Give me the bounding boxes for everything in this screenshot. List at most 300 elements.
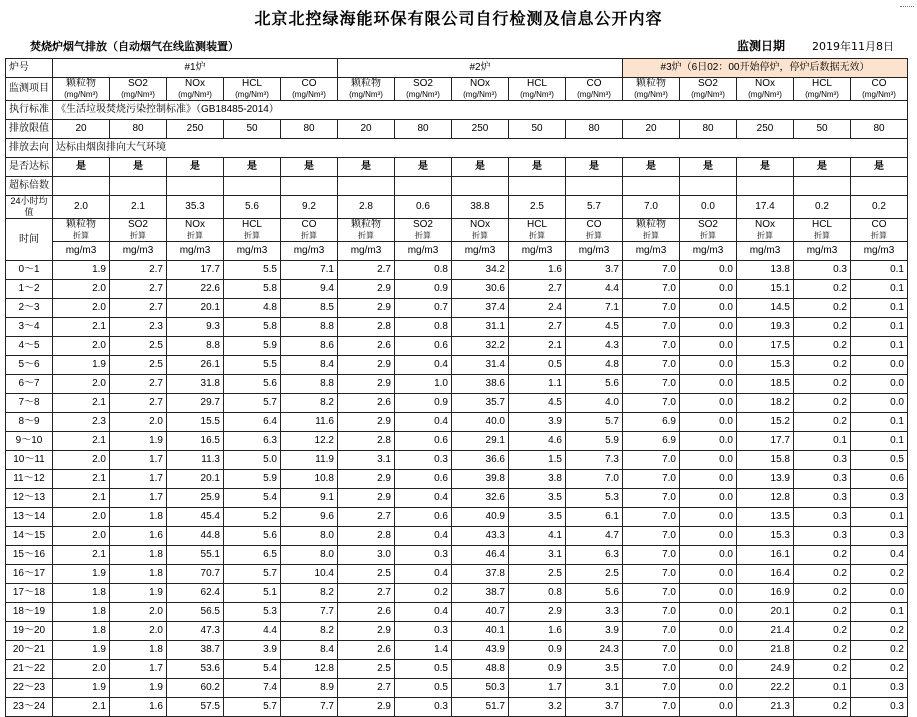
hourly-value: 0.3 — [851, 679, 908, 698]
hourly-value: 2.9 — [338, 470, 395, 489]
fold-label: 折算 — [187, 231, 203, 240]
exceed-label: 超标倍数 — [6, 177, 53, 196]
hourly-value: 38.6 — [452, 375, 509, 394]
fold-label: 折算 — [415, 231, 431, 240]
hourly-value: 0.2 — [794, 546, 851, 565]
hourly-value: 16.4 — [737, 565, 794, 584]
pollutant-name: SO2 — [412, 78, 433, 89]
avg24-value: 35.3 — [167, 196, 224, 219]
hourly-value: 0.3 — [794, 508, 851, 527]
hourly-value: 43.9 — [452, 641, 509, 660]
limit-value: 250 — [737, 120, 794, 139]
hourly-value: 18.2 — [737, 394, 794, 413]
hourly-value: 1.9 — [53, 565, 110, 584]
hourly-value: 0.8 — [509, 584, 566, 603]
hourly-value: 8.8 — [281, 318, 338, 337]
hourly-value: 2.5 — [566, 565, 623, 584]
limit-value: 250 — [167, 120, 224, 139]
hourly-value: 15.5 — [167, 413, 224, 432]
pollutant-name: CO — [301, 78, 317, 89]
fold-label: 折算 — [700, 231, 716, 240]
monitoring-items-label: 监测项目 — [6, 78, 53, 101]
hourly-value: 2.3 — [53, 413, 110, 432]
hourly-value: 9.3 — [167, 318, 224, 337]
hourly-value: 3.9 — [566, 622, 623, 641]
hourly-pollutant-name: CO — [586, 219, 602, 230]
hourly-value: 1.9 — [110, 679, 167, 698]
pollutant-unit: (mg/Nm³) — [805, 90, 839, 99]
hourly-value: 46.4 — [452, 546, 509, 565]
pollutant-unit: (mg/Nm³) — [463, 90, 497, 99]
table-row — [6, 698, 908, 717]
exceed-value — [452, 177, 509, 196]
hourly-value: 0.8 — [395, 318, 452, 337]
hourly-value: 6.4 — [224, 413, 281, 432]
hourly-value: 16.5 — [167, 432, 224, 451]
hourly-value: 11.3 — [167, 451, 224, 470]
furnace-2-header: #2炉 — [338, 59, 623, 78]
table-row — [6, 641, 908, 660]
hourly-value: 7.0 — [623, 299, 680, 318]
hourly-value: 17.5 — [737, 337, 794, 356]
hourly-value: 15.3 — [737, 356, 794, 375]
hourly-value: 3.7 — [566, 698, 623, 717]
hourly-value: 7.0 — [623, 318, 680, 337]
hourly-value: 0.1 — [851, 432, 908, 451]
monitoring-date-value: 2019年11月8日 — [812, 40, 894, 53]
avg24-value: 5.6 — [224, 196, 281, 219]
hourly-value: 4.3 — [566, 337, 623, 356]
hourly-value: 40.0 — [452, 413, 509, 432]
hourly-value: 2.0 — [53, 660, 110, 679]
pollutant-header — [224, 78, 281, 101]
hourly-value: 43.3 — [452, 527, 509, 546]
hourly-value: 5.2 — [224, 508, 281, 527]
table-row — [6, 280, 908, 299]
time-slot: 21～22 — [6, 660, 53, 679]
hourly-value: 8.9 — [281, 679, 338, 698]
hourly-value: 1.9 — [53, 641, 110, 660]
hourly-pollutant-name: 颗粒物 — [636, 219, 666, 230]
hourly-value: 2.6 — [338, 337, 395, 356]
hourly-value: 14.5 — [737, 299, 794, 318]
hourly-header — [680, 219, 737, 242]
hourly-value: 2.5 — [110, 356, 167, 375]
hourly-pollutant-name: NOx — [470, 219, 490, 230]
hourly-value: 2.3 — [110, 318, 167, 337]
hourly-value: 1.9 — [53, 356, 110, 375]
time-slot: 17～18 — [6, 584, 53, 603]
limit-value: 50 — [224, 120, 281, 139]
hourly-value: 0.0 — [680, 261, 737, 280]
compliant-value: 是 — [452, 158, 509, 177]
hourly-value: 21.3 — [737, 698, 794, 717]
hourly-value: 0.2 — [794, 641, 851, 660]
hourly-value: 0.3 — [851, 698, 908, 717]
hourly-value: 0.0 — [680, 337, 737, 356]
hourly-value: 5.7 — [224, 394, 281, 413]
hourly-value: 8.5 — [281, 299, 338, 318]
hourly-value: 7.0 — [623, 508, 680, 527]
hourly-value: 0.3 — [851, 527, 908, 546]
hourly-value: 57.5 — [167, 698, 224, 717]
unit-cell: mg/m3 — [623, 242, 680, 261]
hourly-value: 13.8 — [737, 261, 794, 280]
fold-label: 折算 — [871, 231, 887, 240]
hourly-value: 0.5 — [509, 356, 566, 375]
hourly-value: 0.0 — [851, 375, 908, 394]
furnace-no-label: 炉号 — [6, 59, 53, 78]
hourly-value: 16.1 — [737, 546, 794, 565]
limit-value: 80 — [566, 120, 623, 139]
hourly-value: 2.7 — [110, 299, 167, 318]
hourly-value: 0.1 — [851, 508, 908, 527]
hourly-value: 4.7 — [566, 527, 623, 546]
hourly-value: 6.3 — [224, 432, 281, 451]
time-slot: 9～10 — [6, 432, 53, 451]
hourly-value: 7.0 — [623, 660, 680, 679]
hourly-value: 5.0 — [224, 451, 281, 470]
hourly-value: 3.2 — [509, 698, 566, 717]
hourly-value: 20.1 — [167, 299, 224, 318]
hourly-value: 7.3 — [566, 451, 623, 470]
hourly-value: 4.8 — [566, 356, 623, 375]
hourly-value: 7.0 — [566, 470, 623, 489]
pollutant-unit: (mg/Nm³) — [121, 90, 155, 99]
hourly-value: 0.0 — [680, 375, 737, 394]
hourly-value: 38.7 — [452, 584, 509, 603]
time-slot: 10～11 — [6, 451, 53, 470]
hourly-value: 0.0 — [680, 413, 737, 432]
hourly-value: 0.0 — [680, 508, 737, 527]
hourly-value: 51.7 — [452, 698, 509, 717]
unit-cell: mg/m3 — [680, 242, 737, 261]
hourly-value: 2.7 — [110, 261, 167, 280]
hourly-value: 4.5 — [509, 394, 566, 413]
hourly-value: 2.7 — [338, 679, 395, 698]
hourly-value: 7.0 — [623, 698, 680, 717]
hourly-value: 3.5 — [509, 489, 566, 508]
hourly-value: 2.5 — [338, 565, 395, 584]
avg24-value: 5.7 — [566, 196, 623, 219]
hourly-value: 2.9 — [338, 356, 395, 375]
hourly-value: 1.9 — [110, 584, 167, 603]
hourly-value: 31.1 — [452, 318, 509, 337]
hourly-value: 0.2 — [395, 584, 452, 603]
hourly-value: 5.6 — [566, 584, 623, 603]
hourly-value: 0.2 — [794, 375, 851, 394]
hourly-value: 0.0 — [680, 318, 737, 337]
pollutant-header — [566, 78, 623, 101]
hourly-value: 7.0 — [623, 603, 680, 622]
hourly-value: 3.0 — [338, 546, 395, 565]
hourly-value: 1.1 — [509, 375, 566, 394]
hourly-value: 7.0 — [623, 356, 680, 375]
avg24-value: 0.0 — [680, 196, 737, 219]
pollutant-unit: (mg/Nm³) — [64, 90, 98, 99]
hourly-value: 37.4 — [452, 299, 509, 318]
hourly-value: 0.0 — [680, 527, 737, 546]
hourly-value: 0.0 — [680, 660, 737, 679]
compliant-value: 是 — [110, 158, 167, 177]
hourly-value: 0.0 — [680, 546, 737, 565]
hourly-value: 2.5 — [110, 337, 167, 356]
exceed-value — [395, 177, 452, 196]
hourly-value: 10.4 — [281, 565, 338, 584]
table-row — [6, 546, 908, 565]
report-subtitle: 焚烧炉烟气排放（自动烟气在线监测装置） — [30, 40, 239, 53]
hourly-value: 5.8 — [224, 318, 281, 337]
hourly-value: 2.6 — [338, 641, 395, 660]
time-slot: 11～12 — [6, 470, 53, 489]
limit-value: 80 — [395, 120, 452, 139]
compliant-value: 是 — [680, 158, 737, 177]
hourly-value: 2.7 — [110, 375, 167, 394]
standard-label: 执行标准 — [6, 101, 53, 120]
avg24-value: 9.2 — [281, 196, 338, 219]
hourly-value: 8.8 — [167, 337, 224, 356]
hourly-value: 40.9 — [452, 508, 509, 527]
hourly-value: 0.5 — [851, 451, 908, 470]
pollutant-name: SO2 — [127, 78, 148, 89]
hourly-value: 34.2 — [452, 261, 509, 280]
time-slot: 3～4 — [6, 318, 53, 337]
hourly-value: 0.1 — [851, 261, 908, 280]
pollutant-unit: (mg/Nm³) — [748, 90, 782, 99]
hourly-value: 7.7 — [281, 603, 338, 622]
hourly-value: 5.4 — [224, 489, 281, 508]
hourly-value: 0.4 — [395, 603, 452, 622]
hourly-value: 1.8 — [110, 508, 167, 527]
compliant-label: 是否达标 — [6, 158, 53, 177]
hourly-value: 31.4 — [452, 356, 509, 375]
pollutant-name: 颗粒物 — [351, 78, 381, 89]
hourly-value: 0.2 — [794, 660, 851, 679]
hourly-value: 8.8 — [281, 375, 338, 394]
hourly-value: 0.9 — [395, 280, 452, 299]
hourly-value: 29.1 — [452, 432, 509, 451]
pollutant-header — [737, 78, 794, 101]
hourly-value: 9.1 — [281, 489, 338, 508]
limit-value: 80 — [851, 120, 908, 139]
hourly-value: 0.1 — [851, 280, 908, 299]
hourly-value: 5.5 — [224, 356, 281, 375]
hourly-value: 0.9 — [509, 641, 566, 660]
hourly-value: 7.0 — [623, 280, 680, 299]
hourly-value: 6.9 — [623, 432, 680, 451]
hourly-value: 35.7 — [452, 394, 509, 413]
hourly-header — [338, 219, 395, 242]
hourly-value: 7.0 — [623, 565, 680, 584]
exceed-value — [623, 177, 680, 196]
hourly-value: 53.6 — [167, 660, 224, 679]
hourly-value: 30.6 — [452, 280, 509, 299]
hourly-value: 3.7 — [566, 261, 623, 280]
avg24-value: 0.2 — [794, 196, 851, 219]
unit-cell: mg/m3 — [110, 242, 167, 261]
hourly-value: 0.2 — [794, 337, 851, 356]
hourly-value: 7.1 — [566, 299, 623, 318]
hourly-value: 0.2 — [794, 622, 851, 641]
hourly-value: 6.3 — [566, 546, 623, 565]
hourly-value: 0.5 — [395, 660, 452, 679]
hourly-value: 0.1 — [851, 337, 908, 356]
hourly-value: 7.4 — [224, 679, 281, 698]
table-row — [6, 451, 908, 470]
hourly-value: 1.0 — [395, 375, 452, 394]
time-slot: 12～13 — [6, 489, 53, 508]
hourly-value: 0.4 — [395, 565, 452, 584]
hourly-value: 0.8 — [395, 261, 452, 280]
hourly-value: 1.7 — [110, 451, 167, 470]
hourly-value: 2.9 — [338, 375, 395, 394]
time-slot: 16～17 — [6, 565, 53, 584]
hourly-value: 0.3 — [395, 451, 452, 470]
hourly-value: 1.9 — [53, 679, 110, 698]
hourly-value: 9.6 — [281, 508, 338, 527]
unit-cell: mg/m3 — [224, 242, 281, 261]
hourly-pollutant-name: NOx — [755, 219, 775, 230]
hourly-value: 2.4 — [509, 299, 566, 318]
pollutant-header — [623, 78, 680, 101]
hourly-value: 1.8 — [110, 565, 167, 584]
hourly-value: 0.0 — [680, 565, 737, 584]
hourly-value: 0.0 — [680, 470, 737, 489]
pollutant-header — [680, 78, 737, 101]
hourly-value: 6.5 — [224, 546, 281, 565]
hourly-value: 2.1 — [53, 470, 110, 489]
hourly-value: 6.9 — [623, 413, 680, 432]
unit-cell: mg/m3 — [338, 242, 395, 261]
time-slot: 13～14 — [6, 508, 53, 527]
pollutant-name: HCL — [811, 78, 832, 89]
hourly-value: 48.8 — [452, 660, 509, 679]
hourly-value: 2.1 — [53, 318, 110, 337]
compliant-value: 是 — [167, 158, 224, 177]
table-row — [6, 660, 908, 679]
hourly-value: 18.5 — [737, 375, 794, 394]
exceed-value — [794, 177, 851, 196]
hourly-value: 1.6 — [110, 698, 167, 717]
hourly-value: 1.8 — [53, 584, 110, 603]
hourly-value: 22.6 — [167, 280, 224, 299]
hourly-value: 21.4 — [737, 622, 794, 641]
hourly-value: 0.0 — [851, 584, 908, 603]
hourly-value: 7.0 — [623, 337, 680, 356]
hourly-value: 0.3 — [794, 489, 851, 508]
table-row — [6, 413, 908, 432]
table-row — [6, 432, 908, 451]
hourly-value: 1.7 — [110, 470, 167, 489]
hourly-value: 2.0 — [53, 508, 110, 527]
hourly-value: 2.5 — [509, 565, 566, 584]
hourly-pollutant-name: HCL — [811, 219, 832, 230]
unit-cell: mg/m3 — [395, 242, 452, 261]
hourly-pollutant-name: CO — [871, 219, 887, 230]
hourly-value: 1.4 — [395, 641, 452, 660]
hourly-value: 2.1 — [53, 394, 110, 413]
hourly-value: 1.7 — [110, 660, 167, 679]
hourly-value: 0.7 — [395, 299, 452, 318]
hourly-value: 0.2 — [794, 413, 851, 432]
fold-label: 折算 — [586, 231, 602, 240]
hourly-value: 15.1 — [737, 280, 794, 299]
hourly-value: 2.9 — [338, 299, 395, 318]
compliant-value: 是 — [794, 158, 851, 177]
pollutant-unit: (mg/Nm³) — [292, 90, 326, 99]
pollutant-name: CO — [871, 78, 887, 89]
limit-value: 50 — [794, 120, 851, 139]
limit-value: 20 — [53, 120, 110, 139]
pollutant-header — [395, 78, 452, 101]
hourly-pollutant-name: 颗粒物 — [66, 219, 96, 230]
hourly-value: 8.4 — [281, 641, 338, 660]
hourly-value: 8.4 — [281, 356, 338, 375]
hourly-value: 8.6 — [281, 337, 338, 356]
hourly-value: 4.8 — [224, 299, 281, 318]
hourly-value: 13.9 — [737, 470, 794, 489]
hourly-value: 0.9 — [395, 394, 452, 413]
hourly-value: 2.5 — [338, 660, 395, 679]
time-slot: 15～16 — [6, 546, 53, 565]
hourly-value: 0.1 — [851, 413, 908, 432]
unit-cell: mg/m3 — [167, 242, 224, 261]
hourly-value: 0.2 — [851, 660, 908, 679]
hourly-value: 19.3 — [737, 318, 794, 337]
hourly-value: 55.1 — [167, 546, 224, 565]
compliant-value: 是 — [224, 158, 281, 177]
hourly-value: 32.6 — [452, 489, 509, 508]
table-row — [6, 565, 908, 584]
exceed-value — [110, 177, 167, 196]
fold-label: 折算 — [130, 231, 146, 240]
hourly-value: 32.2 — [452, 337, 509, 356]
hourly-value: 44.8 — [167, 527, 224, 546]
furnace-1-header: #1炉 — [53, 59, 338, 78]
hourly-value: 2.9 — [338, 280, 395, 299]
limit-value: 80 — [110, 120, 167, 139]
hourly-value: 0.0 — [851, 394, 908, 413]
hourly-value: 5.6 — [566, 375, 623, 394]
hourly-value: 7.0 — [623, 679, 680, 698]
table-row — [6, 394, 908, 413]
hourly-value: 1.8 — [53, 603, 110, 622]
hourly-value: 24.9 — [737, 660, 794, 679]
fold-label: 折算 — [358, 231, 374, 240]
hourly-value: 13.5 — [737, 508, 794, 527]
compliant-value: 是 — [737, 158, 794, 177]
fold-label: 折算 — [301, 231, 317, 240]
hourly-value: 16.9 — [737, 584, 794, 603]
hourly-value: 1.8 — [110, 641, 167, 660]
hourly-value: 2.0 — [53, 451, 110, 470]
hourly-value: 56.5 — [167, 603, 224, 622]
hourly-value: 2.9 — [509, 603, 566, 622]
compliant-value: 是 — [395, 158, 452, 177]
hourly-pollutant-name: CO — [301, 219, 317, 230]
hourly-header — [452, 219, 509, 242]
hourly-value: 0.3 — [395, 698, 452, 717]
hourly-value: 0.3 — [851, 489, 908, 508]
limit-value: 80 — [281, 120, 338, 139]
time-slot: 7～8 — [6, 394, 53, 413]
hourly-value: 26.1 — [167, 356, 224, 375]
exceed-value — [737, 177, 794, 196]
hourly-value: 0.6 — [851, 470, 908, 489]
pollutant-unit: (mg/Nm³) — [862, 90, 896, 99]
pollutant-unit: (mg/Nm³) — [634, 90, 668, 99]
unit-cell: mg/m3 — [737, 242, 794, 261]
